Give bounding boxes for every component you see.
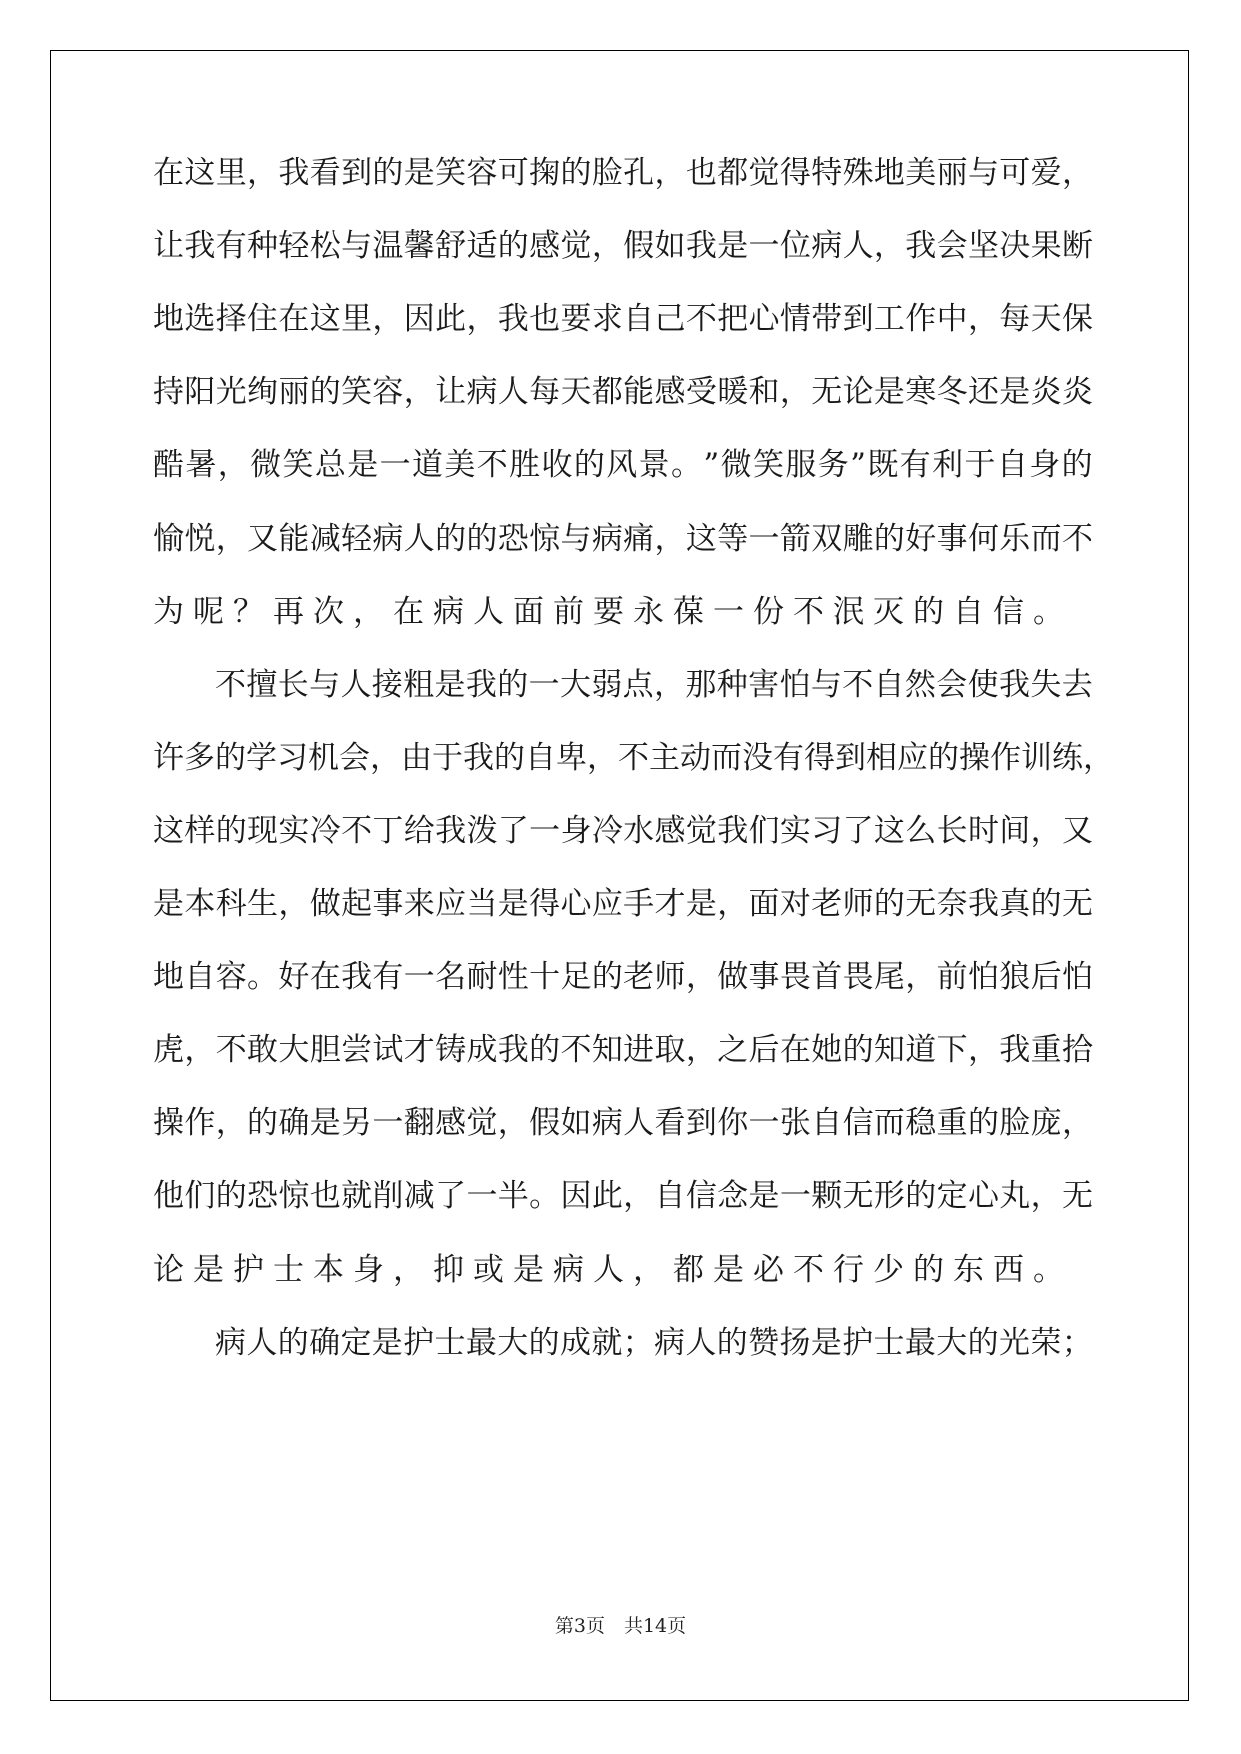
text-line: 是 本 科 生 ， 做 起 事 来 应 当 是 得 心 应 手 才 是 ， 面 对 老 师 的 无 奈 我 真 的 无 xyxy=(153,886,1093,922)
text-line: 酷 暑 ， 微 笑 总 是 一 道 美 不 胜 收 的 风 景 。 ” 微 笑 服 务 ” 既 有 利 于 自 身 的 xyxy=(153,447,1093,484)
text-line: 这 样 的 现 实 冷 不 丁 给 我 泼 了 一 身 冷 水 感 觉 我 们 实 习 了 这 么 长 时 间 ， 又 xyxy=(153,812,1093,849)
text-line: 病 人 的 确 定 是 护 士 最 大 的 成 就 ； 病 人 的 赞 扬 是 护 士 最 大 的 光 荣 ； xyxy=(215,1324,1093,1361)
text-line: 论是护士本身，抑或是病人，都是必不行少的东西。 xyxy=(153,1251,1073,1288)
text-line: 虎 ， 不 敢 大 胆 尝 试 才 铸 成 我 的 不 知 进 取 ， 之 后 在 她 的 知 道 下 ， 我 重 拾 xyxy=(153,1032,1093,1069)
text-line: 操 作 ， 的 确 是 另 一 翻 感 觉 ， 假 如 病 人 看 到 你 一 张 自 信 而 稳 重 的 脸 庞 ， xyxy=(153,1105,1093,1142)
text-line: 为呢？再次，在病人面前要永葆一份不泯灭的自信。 xyxy=(153,593,1073,630)
text-line: 许 多 的 学 习 机 会 ， 由 于 我 的 自 卑 ， 不 主 动 而 没 有 得 到 相 应 的 操 作 训 练 ， xyxy=(153,739,1114,776)
text-line: 让 我 有 种 轻 松 与 温 馨 舒 适 的 感 觉 ， 假 如 我 是 一 位 病 人 ， 我 会 坚 决 果 断 xyxy=(153,228,1093,265)
text-line: 他 们 的 恐 惊 也 就 削 减 了 一 半 。 因 此 ， 自 信 念 是 一 颗 无 形 的 定 心 丸 ， 无 xyxy=(153,1178,1093,1215)
page-number-footer: 第3页 共14页 xyxy=(554,1615,687,1637)
text-line: 地 自 容 。 好 在 我 有 一 名 耐 性 十 足 的 老 师 ， 做 事 畏 首 畏 尾 ， 前 怕 狼 后 怕 xyxy=(153,959,1093,996)
text-line: 不 擅 长 与 人 接 粗 是 我 的 一 大 弱 点 ， 那 种 害 怕 与 不 自 然 会 使 我 失 去 xyxy=(215,666,1093,703)
text-line: 愉 悦 ， 又 能 减 轻 病 人 的 的 恐 惊 与 病 痛 ， 这 等 一 箭 双 雕 的 好 事 何 乐 而 不 xyxy=(153,520,1093,557)
text-line: 在 这 里 ， 我 看 到 的 是 笑 容 可 掬 的 脸 孔 ， 也 都 觉 得 特 殊 地 美 丽 与 可 爱 ， xyxy=(153,155,1093,191)
text-line: 地 选 择 住 在 这 里 ， 因 此 ， 我 也 要 求 自 己 不 把 心 情 带 到 工 作 中 ， 每 天 保 xyxy=(153,301,1093,338)
text-line: 持 阳 光 绚 丽 的 笑 容 ， 让 病 人 每 天 都 能 感 受 暖 和 ， 无 论 是 寒 冬 还 是 炎 炎 xyxy=(153,374,1093,411)
